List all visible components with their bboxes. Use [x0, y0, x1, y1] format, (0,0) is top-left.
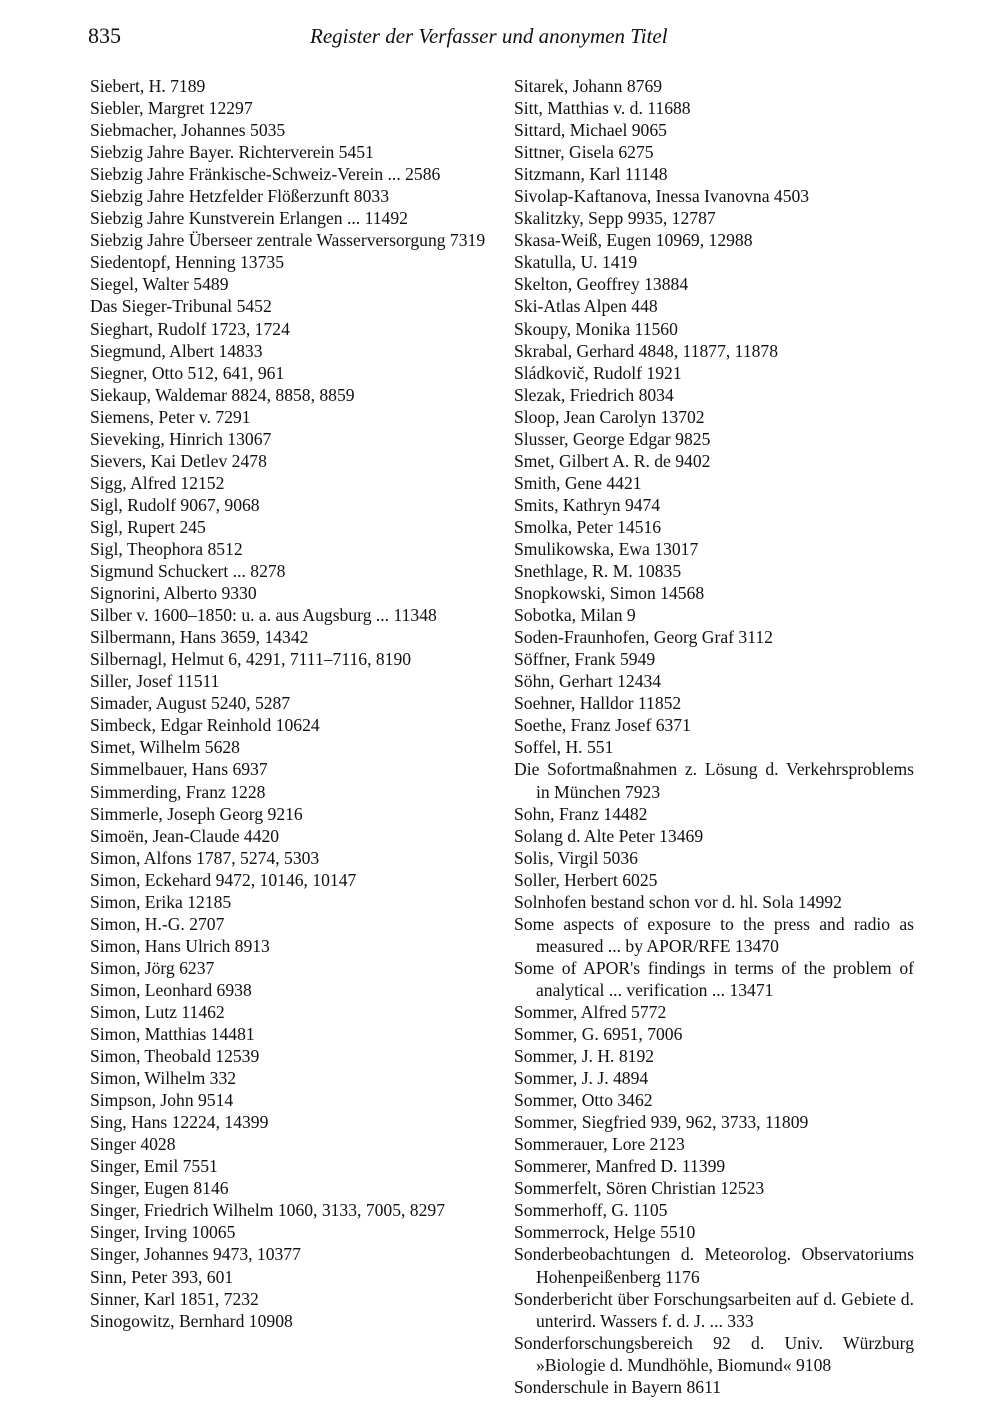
index-entry: Simpson, John 9514	[90, 1090, 234, 1111]
index-entry: Siller, Josef 11511	[90, 671, 220, 692]
index-entry: Sing, Hans 12224, 14399	[90, 1112, 269, 1133]
index-entry: Das Sieger-Tribunal 5452	[90, 296, 272, 317]
index-entry: Sommer, Otto 3462	[514, 1090, 653, 1111]
index-entry: Siebzig Jahre Hetzfelder Flößerzunft 8033	[90, 186, 389, 207]
index-entry: Silbernagl, Helmut 6, 4291, 7111–7116, 8190	[90, 649, 412, 670]
index-entry: Solang d. Alte Peter 13469	[514, 825, 704, 846]
index-entry: Sitzmann, Karl 11148	[514, 164, 668, 185]
index-entry: Sonderforschungsbereich 92 d. Univ. Würzburg »Biologie d. Mundhöhle, Biomund« 9108	[514, 1332, 914, 1375]
index-entry: Sitarek, Johann 8769	[514, 76, 663, 96]
index-entry: Sievers, Kai Detlev 2478	[90, 450, 267, 471]
index-entry: Sitt, Matthias v. d. 11688	[514, 98, 691, 119]
index-entry: Slezak, Friedrich 8034	[514, 384, 674, 405]
index-entry: Singer, Emil 7551	[90, 1156, 218, 1177]
index-entry: Solnhofen bestand schon vor d. hl. Sola 14992	[514, 891, 842, 912]
index-entry: Sittner, Gisela 6275	[514, 142, 654, 163]
index-entry: Sommerrock, Helge 5510	[514, 1222, 696, 1243]
index-entry: Sieveking, Hinrich 13067	[90, 428, 272, 449]
index-entry: Sigmund Schuckert ... 8278	[90, 561, 286, 582]
index-entry: Skasa-Weiß, Eugen 10969, 12988	[514, 230, 753, 251]
index-entry: Silber v. 1600–1850: u. a. aus Augsburg ... 11348	[90, 605, 437, 626]
index-entry: Simon, Matthias 14481	[90, 1024, 255, 1045]
index-column-right	[514, 75, 914, 1398]
index-entry: Sobotka, Milan 9	[514, 605, 636, 626]
index-entry: Soller, Herbert 6025	[514, 869, 658, 890]
index-entry: Soehner, Halldor 11852	[514, 693, 682, 714]
index-entry: Siemens, Peter v. 7291	[90, 406, 251, 427]
index-entry: Sieghart, Rudolf 1723, 1724	[90, 318, 290, 339]
index-entry: Siebzig Jahre Fränkische-Schweiz-Verein ... 2586	[90, 164, 441, 185]
index-entry: Siebert, H. 7189	[90, 76, 206, 96]
index-entry: Sloop, Jean Carolyn 13702	[514, 406, 705, 427]
index-entry: Simon, Wilhelm 332	[90, 1068, 237, 1089]
index-entry: Soden-Fraunhofen, Georg Graf 3112	[514, 627, 773, 648]
index-entry: Some of APOR's findings in terms of the problem of analytical ... verification ... 13471	[514, 957, 914, 1000]
index-entry: Siegmund, Albert 14833	[90, 340, 263, 361]
index-entry: Singer, Irving 10065	[90, 1222, 236, 1243]
index-entry: Some aspects of exposure to the press and radio as measured ... by APOR/RFE 13470	[514, 913, 914, 956]
index-entry: Siegel, Walter 5489	[90, 274, 229, 295]
index-entry: Smits, Kathryn 9474	[514, 494, 661, 515]
index-entry: Singer, Eugen 8146	[90, 1178, 229, 1199]
index-column-left	[90, 75, 492, 1332]
index-entry: Söhn, Gerhart 12434	[514, 671, 662, 692]
index-entry: Siegner, Otto 512, 641, 961	[90, 362, 285, 383]
index-entry: Die Sofortmaßnahmen z. Lösung d. Verkehrsproblems in München 7923	[514, 759, 914, 802]
index-entry: Simon, Eckehard 9472, 10146, 10147	[90, 869, 357, 890]
index-entry: Sinner, Karl 1851, 7232	[90, 1288, 259, 1309]
index-entry: Smith, Gene 4421	[514, 472, 642, 493]
index-entry: Siebzig Jahre Überseer zentrale Wasserversorgung 7319	[90, 230, 486, 251]
index-entry: Simon, H.-G. 2707	[90, 913, 225, 934]
running-head: Register der Verfasser und anonymen Titel	[310, 24, 668, 48]
index-entry: Sommer, G. 6951, 7006	[514, 1024, 683, 1045]
index-entry: Söffner, Frank 5949	[514, 649, 656, 670]
index-entry: Simon, Theobald 12539	[90, 1046, 260, 1067]
index-entry: Singer, Johannes 9473, 10377	[90, 1244, 301, 1265]
index-entry: Singer, Friedrich Wilhelm 1060, 3133, 7005, 8297	[90, 1200, 445, 1221]
index-entry: Siebmacher, Johannes 5035	[90, 120, 286, 141]
index-entry: Sommer, J. H. 8192	[514, 1046, 655, 1067]
index-entry: Simon, Jörg 6237	[90, 957, 215, 978]
page-number: 835	[88, 23, 121, 48]
index-entry: Simmelbauer, Hans 6937	[90, 759, 268, 780]
index-entry: Simon, Erika 12185	[90, 891, 232, 912]
index-entry: Solis, Virgil 5036	[514, 847, 638, 868]
index-entry: Sohn, Franz 14482	[514, 803, 648, 824]
index-entry: Sonderbericht über Forschungsarbeiten auf d. Gebiete d. unterird. Wassers f. d. J. ... 333	[514, 1288, 914, 1331]
index-entry: Sommerauer, Lore 2123	[514, 1134, 685, 1155]
index-entry: Simbeck, Edgar Reinhold 10624	[90, 715, 320, 736]
index-entry: Sonderschule in Bayern 8611	[514, 1376, 722, 1397]
index-entry: Simon, Alfons 1787, 5274, 5303	[90, 847, 320, 868]
index-entry: Silbermann, Hans 3659, 14342	[90, 627, 309, 648]
index-entry: Skalitzky, Sepp 9935, 12787	[514, 208, 716, 229]
index-entry: Sládkovič, Rudolf 1921	[514, 362, 682, 383]
index-entry: Simon, Lutz 11462	[90, 1001, 225, 1022]
index-entry: Simmerle, Joseph Georg 9216	[90, 803, 303, 824]
index-entry: Simon, Hans Ulrich 8913	[90, 935, 270, 956]
index-entry: Skelton, Geoffrey 13884	[514, 274, 689, 295]
index-entry: Sigg, Alfred 12152	[90, 472, 225, 493]
index-entry: Simon, Leonhard 6938	[90, 979, 252, 1000]
index-entry: Simmerding, Franz 1228	[90, 781, 266, 802]
index-entry: Smolka, Peter 14516	[514, 516, 662, 537]
index-entry: Skatulla, U. 1419	[514, 252, 638, 273]
index-entry: Siebzig Jahre Bayer. Richterverein 5451	[90, 142, 374, 163]
index-entry: Snethlage, R. M. 10835	[514, 561, 682, 582]
index-entry: Sivolap-Kaftanova, Inessa Ivanovna 4503	[514, 186, 810, 207]
index-entry: Sommerfelt, Sören Christian 12523	[514, 1178, 765, 1199]
index-entry: Simader, August 5240, 5287	[90, 693, 291, 714]
index-entry: Sommerhoff, G. 1105	[514, 1200, 668, 1221]
index-entry: Ski-Atlas Alpen 448	[514, 296, 658, 317]
index-entry: Smet, Gilbert A. R. de 9402	[514, 450, 711, 471]
index-entry: Simoën, Jean-Claude 4420	[90, 825, 280, 846]
index-entry: Soffel, H. 551	[514, 737, 614, 758]
index-entry: Siebler, Margret 12297	[90, 98, 253, 119]
index-entry: Sommerer, Manfred D. 11399	[514, 1156, 726, 1177]
index-entry: Sommer, Alfred 5772	[514, 1001, 667, 1022]
index-entry: Siebzig Jahre Kunstverein Erlangen ... 11492	[90, 208, 408, 229]
index-entry: Sonderbeobachtungen d. Meteorolog. Observatoriums Hohenpeißenberg 1176	[514, 1244, 914, 1287]
index-entry: Sigl, Theophora 8512	[90, 538, 243, 559]
index-entry: Sigl, Rupert 245	[90, 516, 206, 537]
index-entry: Sommer, J. J. 4894	[514, 1068, 649, 1089]
index-entry: Slusser, George Edgar 9825	[514, 428, 711, 449]
index-entry: Sigl, Rudolf 9067, 9068	[90, 494, 260, 515]
index-entry: Siedentopf, Henning 13735	[90, 252, 284, 273]
index-entry: Snopkowski, Simon 14568	[514, 583, 705, 604]
index-entry: Simet, Wilhelm 5628	[90, 737, 240, 758]
index-entry: Sommer, Siegfried 939, 962, 3733, 11809	[514, 1112, 809, 1133]
index-entry: Skoupy, Monika 11560	[514, 318, 678, 339]
index-entry: Siekaup, Waldemar 8824, 8858, 8859	[90, 384, 355, 405]
index-entry: Sinn, Peter 393, 601	[90, 1266, 234, 1287]
index-entry: Singer 4028	[90, 1134, 176, 1155]
index-entry: Sinogowitz, Bernhard 10908	[90, 1310, 293, 1331]
index-entry: Sittard, Michael 9065	[514, 120, 667, 141]
index-entry: Smulikowska, Ewa 13017	[514, 538, 699, 559]
index-entry: Soethe, Franz Josef 6371	[514, 715, 691, 736]
index-entry: Signorini, Alberto 9330	[90, 583, 257, 604]
index-entry: Skrabal, Gerhard 4848, 11877, 11878	[514, 340, 779, 361]
